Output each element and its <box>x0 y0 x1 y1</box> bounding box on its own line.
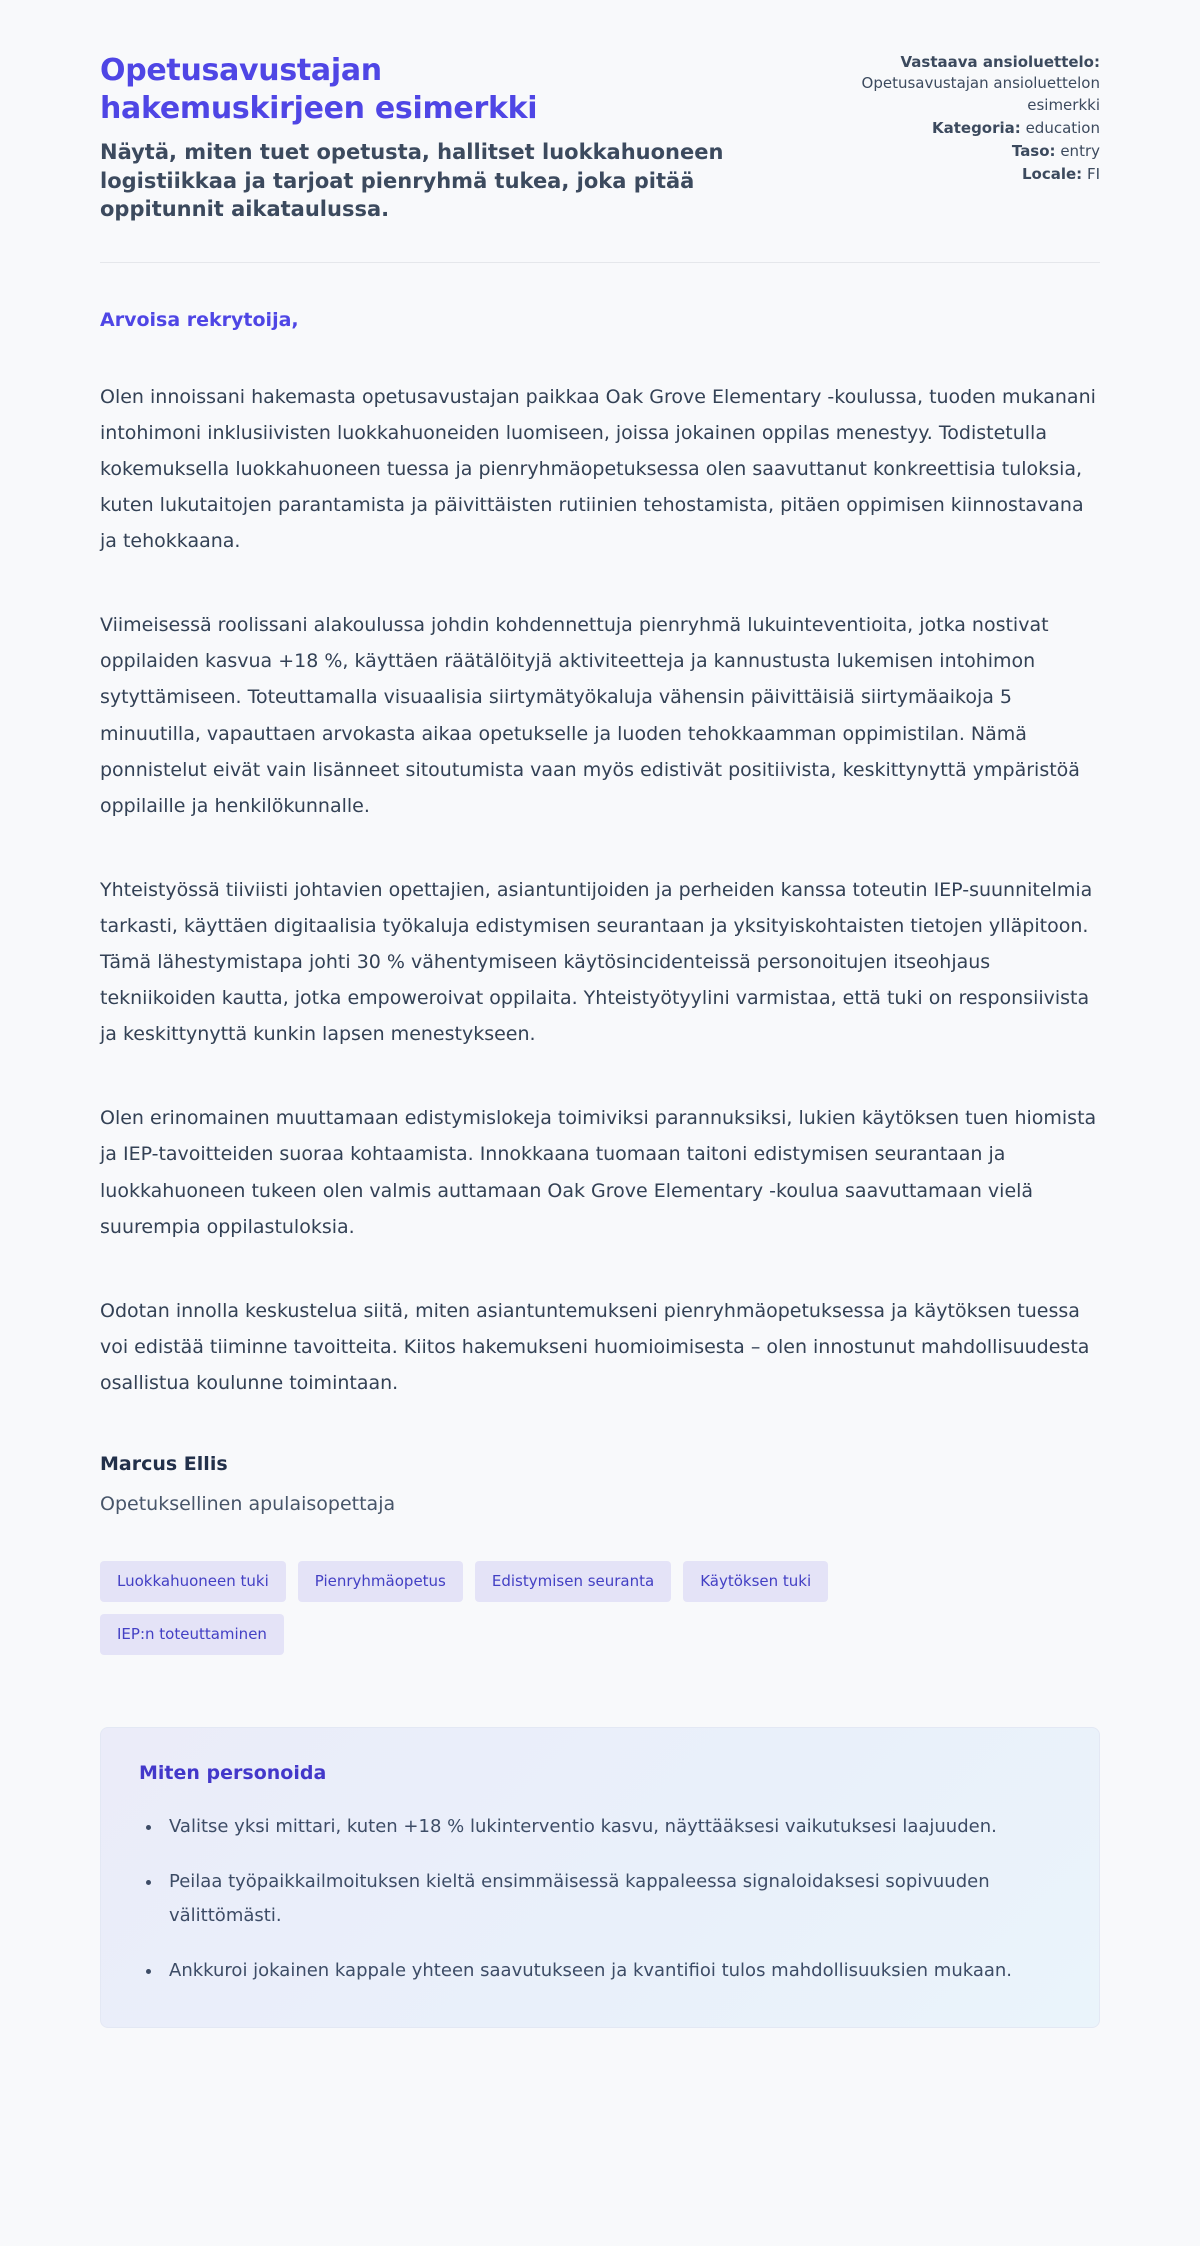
tips-title: Miten personoida <box>139 1761 327 1784</box>
meta-category-value: education <box>1025 118 1100 137</box>
meta-category <box>800 118 1100 139</box>
personalization-tips-box <box>100 1727 1100 2028</box>
letter-paragraph: Viimeisessä roolissani alakoulussa johdin kohdennettuja pienryhmä lukuinteventioita, jotka nostivat oppilaiden kasvua +18 %, käyttäen räätälöityjä aktiviteetteja ja kannustusta lukemisen intohimon sytyttämiseen. Toteuttamalla visuaalisia siirtymätyökaluja vähensin päivittäisiä siirtymäaikoja 5 minuutilla, vapauttaen arvokasta aikaa opetukselle ja luoden tehokkaamman oppimistilan. Nämä ponnistelut eivät vain lisänneet sitoutumista vaan myös edistivät positiivista, keskittynyttä ympäristöä oppilaille ja henkilökunnalle. <box>100 614 1080 817</box>
meta-matching-resume-label: Vastaava ansioluettelo: <box>900 53 1100 71</box>
tips-item: • Ankkuroi jokainen kappale yhteen saavutukseen ja kvantifioi tulos mahdollisuuksien mukaan. <box>163 1954 1061 1987</box>
meta-matching-resume-value: Opetusavustajan ansioluettelon esimerkki <box>861 74 1100 114</box>
meta-locale <box>800 164 1100 185</box>
meta-locale-value: FI <box>1086 165 1100 184</box>
meta-level <box>800 141 1100 162</box>
letter-paragraph: Yhteistyössä tiiviisti johtavien opettajien, asiantuntijoiden ja perheiden kanssa toteutin IEP-suunnitelmia tarkasti, käyttäen digitaalisia työkaluja edistymisen seurantaan ja yksityiskohtaisten tietojen ylläpitoon. Tämä lähestymistapa johti 30 % vähentymiseen käytösincidenteissä personoitujen itseohjaus tekniikoiden kautta, jotka empoweroivat oppilaita. Yhteistyötyylini varmistaa, että tuki on responsiivista ja keskittynyttä kunkin lapsen menestykseen. <box>100 878 1093 1046</box>
cover-letter-page <box>100 0 1100 2088</box>
letter-paragraph: Olen erinomainen muuttamaan edistymislokeja toimiviksi parannuksiksi, lukien käytöksen tuen hiomista ja IEP-tavoitteiden suoraa kohtaamista. Innokkaana tuomaan taitoni edistymisen seurantaan ja luokkahuoneen tukeen olen valmis auttamaan Oak Grove Elementary -koulua saavuttamaan vielä suurempia oppilastuloksia. <box>100 1107 1097 1238</box>
page-subtitle: Näytä, miten tuet opetusta, hallitset luokkahuoneen logistiikkaa ja tarjoat pienryhmä tukea, joka pitää oppitunnit aikataulussa. <box>100 140 724 222</box>
skill-tag: Edistymisen seuranta <box>475 1561 671 1602</box>
meta-level-label: Taso: <box>1011 142 1056 161</box>
skill-tag: IEP:n toteuttaminen <box>100 1614 284 1655</box>
signature-role: Opetuksellinen apulaisopettaja <box>100 1492 396 1515</box>
meta-category-label: Kategoria: <box>931 118 1021 137</box>
skill-tag-list <box>100 1561 860 1655</box>
header-title-block <box>100 52 730 224</box>
meta-matching-resume <box>800 52 1100 116</box>
letter-greeting: Arvoisa rekrytoija, <box>100 308 299 331</box>
letter-paragraph: Odotan innolla keskustelua siitä, miten asiantuntemukseni pienryhmäopetuksessa ja käytöksen tuessa voi edistää tiiminne tavoitteita. Kiitos hakemukseni huomioimisesta – olen innostunut mahdollisuudesta osallistua koulunne toimintaan. <box>100 1299 1090 1394</box>
header-divider <box>100 262 1100 263</box>
letter-paragraph: Olen innoissani hakemasta opetusavustajan paikkaa Oak Grove Elementary -koulussa, tuoden mukanani intohimoni inklusiivisten luokkahuoneiden luomiseen, joissa jokainen oppilas menestyy. Todistetulla kokemuksella luokkahuoneen tuessa ja pienryhmäopetuksessa olen saavuttanut konkreettisia tuloksia, kuten lukutaitojen parantamista ja päivittäisten rutiinien tehostamista, pitäen oppimisen kiinnostavana ja tehokkaana. <box>100 385 1096 553</box>
letter-body <box>100 309 1100 2028</box>
skill-tag: Pienryhmäopetus <box>298 1561 463 1602</box>
meta-level-value: entry <box>1060 142 1100 161</box>
page-header <box>100 52 1100 224</box>
tips-list <box>139 1810 1061 1987</box>
meta-panel <box>800 52 1100 188</box>
tips-item: • Peilaa työpaikkailmoituksen kieltä ensimmäisessä kappaleessa signaloidaksesi sopivuuden välittömästi. <box>163 1865 1061 1932</box>
page-title: Opetusavustajan hakemuskirjeen esimerkki <box>100 53 538 127</box>
meta-locale-label: Locale: <box>1021 165 1083 184</box>
tips-item: • Valitse yksi mittari, kuten +18 % lukinterventio kasvu, näyttääksesi vaikutuksesi laajuuden. <box>163 1810 1061 1843</box>
signature-name: Marcus Ellis <box>100 1452 228 1475</box>
skill-tag: Luokkahuoneen tuki <box>100 1561 286 1602</box>
skill-tag: Käytöksen tuki <box>683 1561 828 1602</box>
